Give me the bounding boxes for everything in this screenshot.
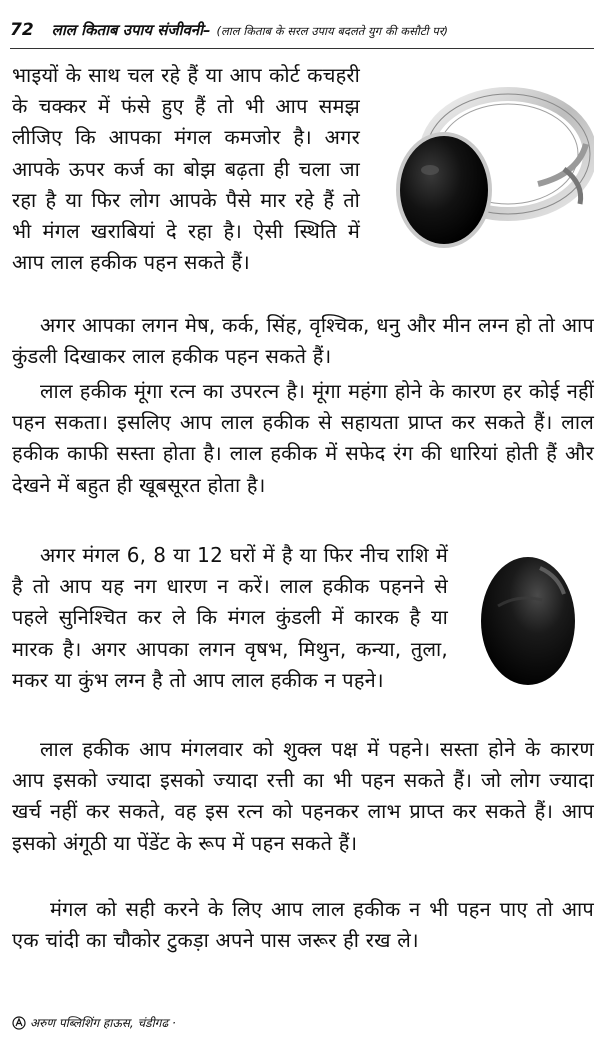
paragraph-5: लाल हकीक आप मंगलवार को शुक्ल पक्ष में पहने। सस्ता होने के कारण आप इसको ज्यादा इसको ज्यादा रत्ती का भी पहन सकते हैं। जो लोग ज्यादा खर्च नहीं कर सकते, वह इस रत्न को पहनकर लाभ प्राप्त कर सकते हैं। आप इसको अंगूठी या पेंडेंट के रूप में पहन सकते हैं।: [12, 737, 594, 855]
header-divider: [10, 48, 594, 49]
page-header: [10, 20, 594, 50]
publisher-logo-icon: [12, 1016, 26, 1030]
paragraph-3: लाल हकीक मूंगा रत्न का उपरत्न है। मूंगा महंगा होने के कारण हर कोई नहीं पहन सकता। इसलिए आप लाल हकीक से सहायता प्राप्त कर सकते हैं। लाल हकीक काफी सस्ता होता है। लाल हकीक में सफेद रंग की धारियां होती हैं और देखने में बहुत ही खूबसूरत होता है।: [12, 379, 594, 497]
paragraph-2: अगर आपका लगन मेष, कर्क, सिंह, वृश्चिक, धनु और मीन लग्न हो तो आप कुंडली दिखाकर लाल हकीक पहन सकते हैं।: [12, 313, 594, 369]
publisher-name: अरुण पब्लिशिंग हाऊस, चंडीगढ ·: [30, 1016, 176, 1030]
paragraph-1: भाइयों के साथ चल रहे हैं या आप कोर्ट कचहरी के चक्कर में फंसे हुए हैं तो भी आप समझ लीजिए कि आपका मंगल कमजोर है। अगर आपके ऊपर कर्ज का बोझ बढ़ता ही चला जा रहा है या फिर लोग आपके पैसे मार रहे हैं तो भी मंगल खराबियां दे रहा है। ऐसी स्थिति में आप लाल हकीक पहन सकते हैं।: [12, 63, 360, 275]
silver-ring-with-dark-stone-image: [388, 74, 594, 264]
oval-dark-cabochon-stone-image: [478, 554, 578, 688]
page-number: 72: [10, 20, 34, 40]
paragraph-6: मंगल को सही करने के लिए आप लाल हकीक न भी पहन पाए तो आप एक चांदी का चौकोर टुकड़ा अपने पास जरूर ही रख ले।: [12, 897, 594, 953]
book-subtitle: (लाल किताब के सरल उपाय बदलते युग की कसौटी पर): [216, 24, 449, 38]
page-footer: [12, 1014, 176, 1031]
paragraph-4: अगर मंगल 6, 8 या 12 घरों में है या फिर नीच राशि में है तो आप यह नग धारण न करें। लाल हकीक पहनने से पहले सुनिश्चित कर ले कि मंगल कुंडली में कारक है या मारक है। अगर आपका लगन वृषभ, मिथुन, कन्या, तुला, मकर या कुंभ लग्न है तो आप लाल हकीक न पहने।: [12, 543, 448, 692]
book-title: लाल किताब उपाय संजीवनी–: [51, 21, 211, 39]
